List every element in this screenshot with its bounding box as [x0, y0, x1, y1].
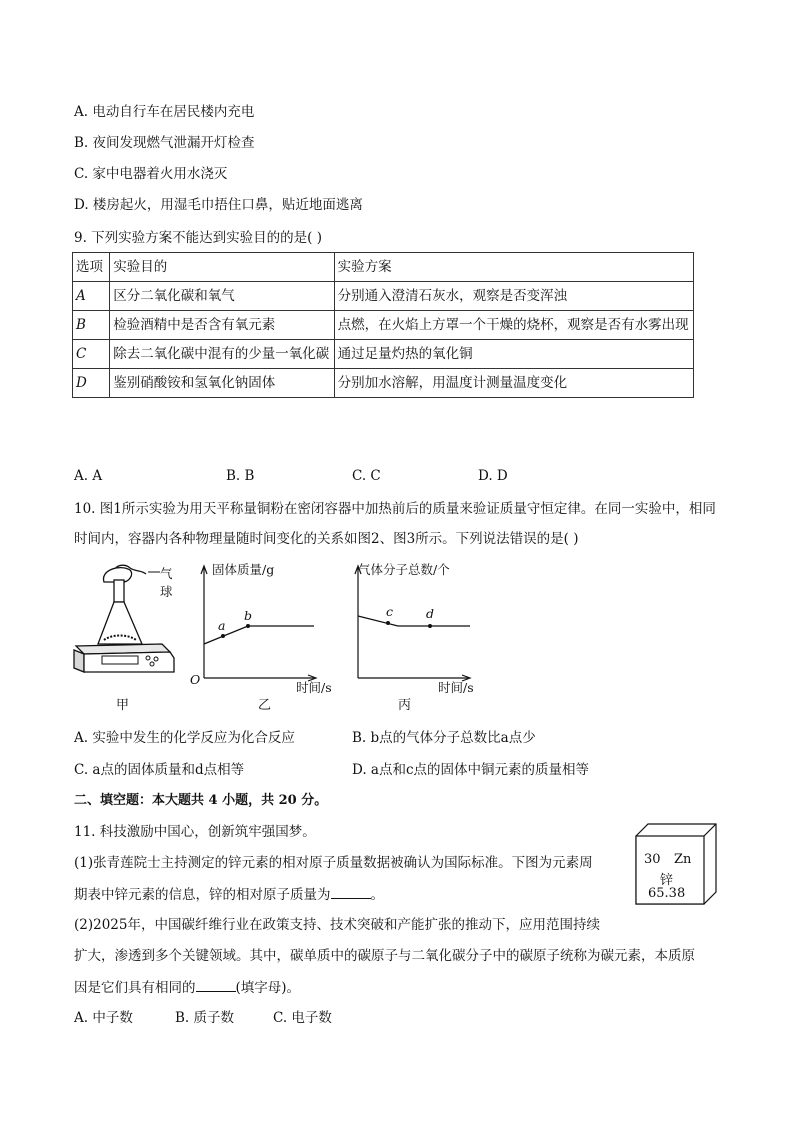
balloon-label: 气球	[160, 566, 173, 599]
table-cell: 区分二氧化碳和氧气	[110, 282, 334, 311]
origin-label: O	[190, 672, 201, 687]
q11-part1-line1: (1)张青莲院士主持测定的锌元素的相对原子质量数据被确认为国际标准。下图为元素周	[74, 855, 593, 871]
q9-choice-d: D. D	[478, 468, 508, 484]
figure-bing-curve	[358, 616, 470, 626]
atomic-mass: 65.38	[648, 886, 686, 901]
table-header-cell: 选项	[73, 253, 110, 282]
figure-yi-xlabel: 时间/s	[296, 680, 332, 695]
point-a	[221, 634, 225, 638]
q8-option-d: D. 楼房起火，用湿毛巾捂住口鼻，贴近地面逃离	[74, 197, 363, 213]
table-cell: 除去二氧化碳中混有的少量一氧化碳	[110, 340, 334, 369]
zinc-element-box	[634, 822, 718, 906]
q8-option-c: C. 家中电器着火用水浇灭	[74, 166, 228, 182]
table-cell: A	[73, 282, 110, 311]
q11-part2-line1: (2)2025年，中国碳纤维行业在政策支持、技术突破和产能扩张的推动下，应用范围持续	[74, 917, 600, 933]
q10-option-d: D. a点和c点的固体中铜元素的质量相等	[352, 762, 590, 778]
q11-part2-end: (填字母)。	[235, 980, 301, 996]
figure-jia	[70, 560, 180, 713]
q10-stem: 10. 图1所示实验为用天平称量铜粉在密闭容器中加热前后的质量来验证质量守恒定律。在同一实验中，相同时间内，容器内各种物理量随时间变化的关系如图2、图3所示。下列说法错误的是( )	[74, 501, 716, 547]
table-cell: 鉴别硝酸铵和氢氧化钠固体	[110, 369, 334, 398]
table-header-row	[73, 253, 694, 282]
q11-stem: 11. 科技激励中国心，创新筑牢强国梦。	[74, 824, 316, 840]
q11-choice-a: A. 中子数	[74, 1010, 133, 1026]
table-row	[73, 282, 694, 311]
table-cell: 通过足量灼热的氧化铜	[334, 340, 693, 369]
figure-jia-caption: 甲	[116, 698, 130, 713]
q11-part2-line3	[74, 977, 300, 998]
table-cell: 检验酒精中是否含有氧元素	[110, 311, 334, 340]
table-cell: 点燃，在火焰上方罩一个干燥的烧杯，观察是否有水雾出现	[334, 311, 693, 340]
table-cell: D	[73, 369, 110, 398]
q11-part1-line2	[74, 884, 384, 905]
point-c	[386, 621, 390, 625]
table-header-cell: 实验目的	[110, 253, 334, 282]
q8-option-a: A. 电动自行车在居民楼内充电	[74, 104, 255, 120]
figure-bing-ylabel: 气体分子总数/个	[358, 562, 450, 577]
table-cell: 分别通入澄清石灰水，观察是否变浑浊	[334, 282, 693, 311]
q11-choice-b: B. 质子数	[175, 1010, 235, 1026]
q11-part2-line2: 扩大，渗透到多个关键领域。其中，碳单质中的碳原子与二氧化碳分子中的碳原子统称为碳元素，本质原	[74, 948, 695, 964]
element-symbol: Zn	[674, 852, 692, 867]
point-a-label: a	[218, 618, 226, 633]
atomic-number: 30	[644, 852, 661, 867]
q9-stem: 9. 下列实验方案不能达到实验目的的是( )	[74, 230, 322, 246]
figure-yi-ylabel: 固体质量/g	[212, 562, 275, 577]
table-cell: B	[73, 311, 110, 340]
answer-blank-1[interactable]	[331, 884, 371, 899]
table-row	[73, 340, 694, 369]
table-row	[73, 369, 694, 398]
figure-bing-xlabel: 时间/s	[438, 680, 474, 695]
q10-option-a: A. 实验中发生的化学反应为化合反应	[74, 730, 295, 746]
q11-choice-c: C. 电子数	[273, 1010, 332, 1026]
point-b	[246, 624, 250, 628]
answer-blank-2[interactable]	[196, 977, 236, 992]
figure-yi-caption: 乙	[258, 698, 272, 713]
q9-choice-b: B. B	[226, 468, 255, 484]
figure-bing-caption: 丙	[398, 698, 412, 713]
q11-part1-text: 期表中锌元素的信息，锌的相对原子质量为	[74, 887, 331, 903]
q9-choice-c: C. C	[352, 468, 381, 484]
element-name: 锌	[660, 873, 674, 888]
figure-yi	[186, 560, 336, 713]
q8-option-b: B. 夜间发现燃气泄漏开灯检查	[74, 135, 255, 151]
figure-bing	[340, 560, 490, 713]
table-cell: C	[73, 340, 110, 369]
table-cell: 分别加水溶解，用温度计测量温度变化	[334, 369, 693, 398]
q9-choice-a: A. A	[74, 468, 103, 484]
table-header-cell: 实验方案	[334, 253, 693, 282]
point-d-label: d	[426, 606, 435, 621]
table-row	[73, 311, 694, 340]
q11-part2-text: 因是它们具有相同的	[74, 980, 196, 996]
q10-option-c: C. a点的固体质量和d点相等	[74, 762, 245, 778]
q11-part1-end: 。	[370, 887, 384, 903]
point-d	[428, 624, 432, 628]
point-b-label: b	[244, 608, 253, 623]
point-c-label: c	[386, 604, 394, 619]
q9-table	[72, 252, 694, 398]
q10-option-b: B. b点的气体分子总数比a点少	[352, 730, 536, 746]
section-heading: 二、填空题：本大题共 4 小题，共 20 分。	[74, 793, 328, 808]
